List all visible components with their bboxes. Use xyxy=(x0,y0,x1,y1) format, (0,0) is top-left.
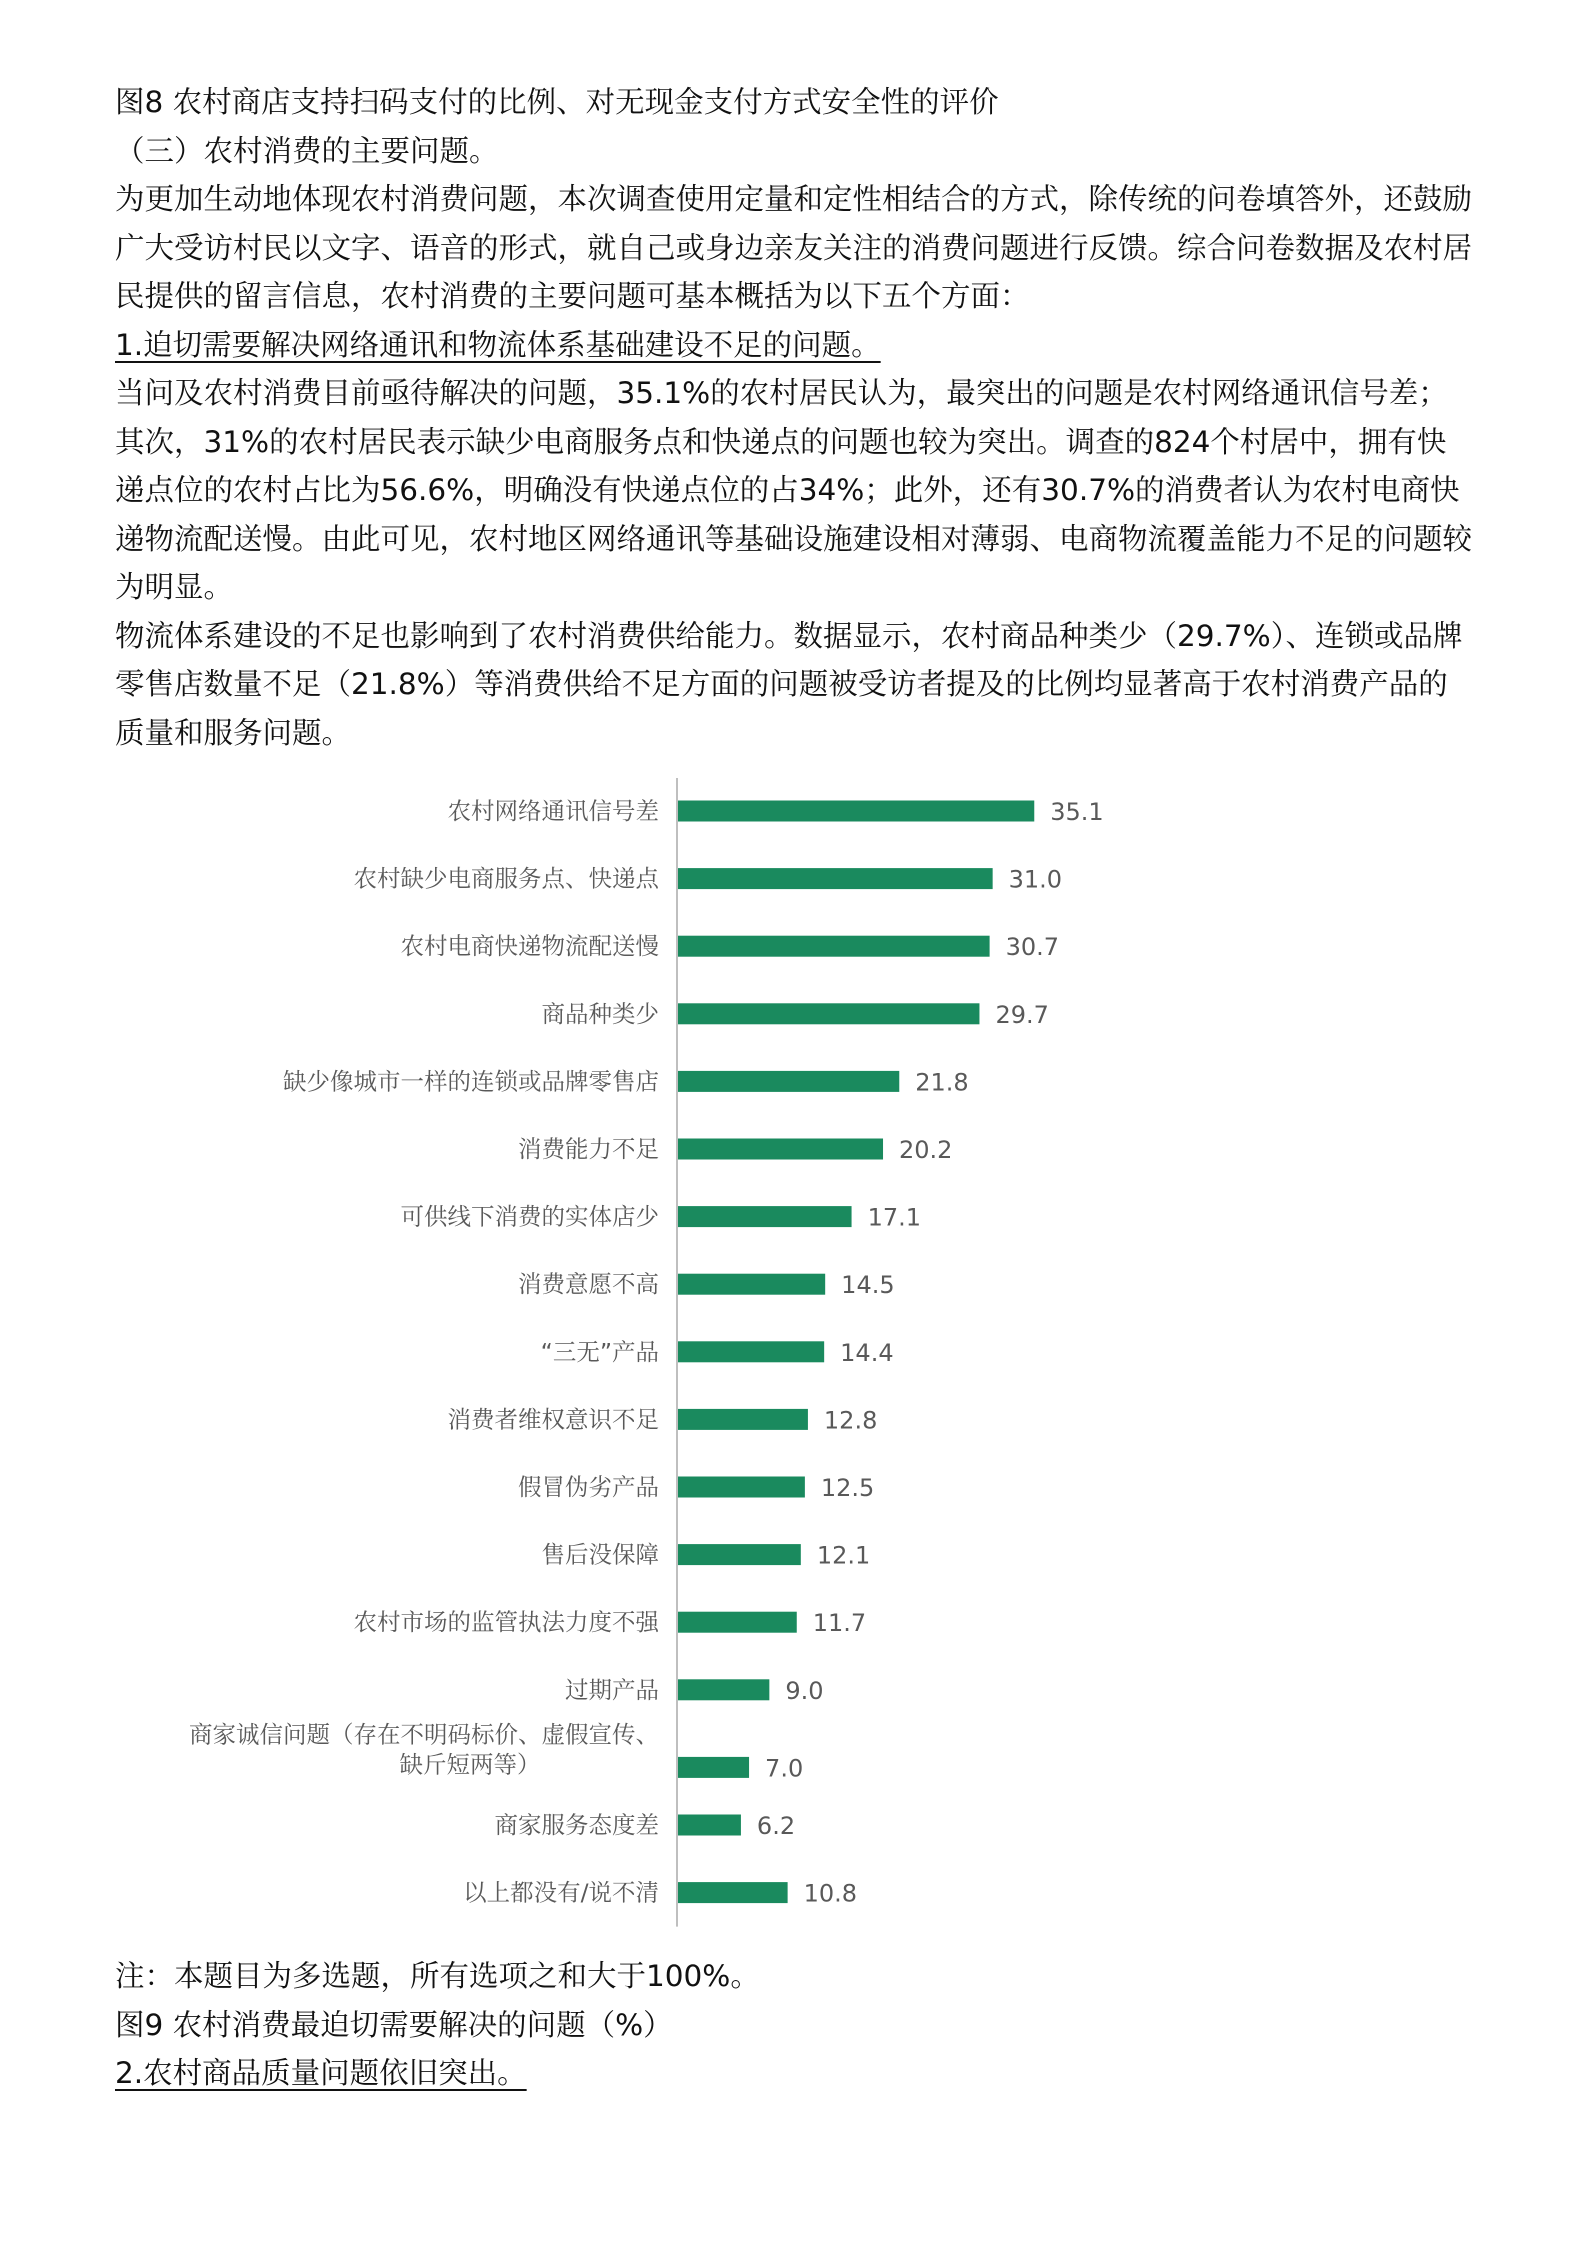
document-body xyxy=(115,78,1475,757)
category-label: 消费意愿不高 xyxy=(518,1270,659,1299)
bar xyxy=(678,936,990,957)
category-label: 可供线下消费的实体店少 xyxy=(400,1202,659,1231)
bar xyxy=(678,1274,825,1295)
value-label: 17.1 xyxy=(867,1203,922,1232)
bar xyxy=(678,1206,852,1227)
value-label: 12.1 xyxy=(816,1541,871,1570)
category-label: 假冒伪劣产品 xyxy=(518,1473,659,1501)
bar xyxy=(678,801,1034,822)
bar xyxy=(678,1003,979,1024)
bar xyxy=(678,1544,801,1565)
category-label: 农村网络通讯信号差 xyxy=(447,797,659,825)
value-label: 29.7 xyxy=(995,1000,1049,1029)
category-label: 售后没保障 xyxy=(541,1540,659,1569)
category-label: 消费能力不足 xyxy=(518,1135,659,1163)
value-label: 30.7 xyxy=(1005,933,1060,962)
value-label: 12.5 xyxy=(820,1474,875,1502)
category-label: “三无”产品 xyxy=(540,1337,659,1366)
value-label: 21.8 xyxy=(915,1068,969,1097)
category-label: 农村市场的监管执法力度不强 xyxy=(353,1608,659,1637)
item-1-paragraph-1: 当问及农村消费目前亟待解决的问题，35.1%的农村居民认为，最突出的问题是农村网络通讯信号差；其次，31%的农村居民表示缺少电商服务点和快递点的问题也较为突出。调查的824个村居中，拥有快递点位的农村占比为56.6%，明确没有快递点位的占34%；此外，还有30.7%的消费者认为农村电商快递物流配送慢。由此可见，农村地区网络通讯等基础设施建设相对薄弱、电商物流覆盖能力不足的问题较为明显。 xyxy=(115,376,1473,604)
bar xyxy=(678,1815,741,1836)
category-label: 商家服务态度差 xyxy=(494,1811,659,1839)
chart-note: 注：本题目为多选题，所有选项之和大于100%。 xyxy=(115,1959,760,1993)
bar xyxy=(678,1882,788,1903)
item-1-title: 1.迫切需要解决网络通讯和物流体系基础建设不足的问题。 xyxy=(115,327,881,362)
item-2-title: 2.农村商品质量问题依旧突出。 xyxy=(115,2056,527,2090)
after-chart-text xyxy=(115,1952,1475,2098)
bar xyxy=(678,1139,883,1160)
fig9-bar-chart xyxy=(115,770,1165,1940)
bar xyxy=(678,1477,805,1498)
item-1-paragraph-2: 物流体系建设的不足也影响到了农村消费供给能力。数据显示，农村商品种类少（29.7%）、连锁或品牌零售店数量不足（21.8%）等消费供给不足方面的问题被受访者提及的比例均显著高于农村消费产品的质量和服务问题。 xyxy=(115,618,1463,750)
intro-paragraph: 为更加生动地体现农村消费问题，本次调查使用定量和定性相结合的方式，除传统的问卷填答外，还鼓励广大受访村民以文字、语音的形式，就自己或身边亲友关注的消费问题进行反馈。综合问卷数据及农村居民提供的留言信息，农村消费的主要问题可基本概括为以下五个方面： xyxy=(115,182,1473,313)
category-label: 过期产品 xyxy=(565,1675,659,1704)
category-label: 以上都没有/说不清 xyxy=(463,1878,659,1907)
category-label: 农村电商快递物流配送慢 xyxy=(400,932,659,961)
category-label: 农村缺少电商服务点、快递点 xyxy=(353,864,659,893)
bar xyxy=(678,1071,899,1092)
value-label: 31.0 xyxy=(1008,865,1063,894)
bar xyxy=(678,868,993,889)
value-label: 6.2 xyxy=(756,1812,796,1840)
category-label: 消费者维权意识不足 xyxy=(447,1405,659,1434)
value-label: 20.2 xyxy=(899,1136,953,1164)
category-label: 商品种类少 xyxy=(541,999,659,1028)
section-3-title: （三）农村消费的主要问题。 xyxy=(115,133,499,168)
value-label: 11.7 xyxy=(812,1609,867,1638)
value-label: 12.8 xyxy=(823,1406,878,1435)
bar xyxy=(678,1409,808,1430)
bar xyxy=(678,1612,797,1633)
value-label: 9.0 xyxy=(785,1676,824,1705)
value-label: 35.1 xyxy=(1050,798,1104,826)
value-label: 10.8 xyxy=(803,1879,858,1908)
bar xyxy=(678,1679,769,1700)
value-label: 14.5 xyxy=(841,1271,895,1300)
fig9-caption: 图9 农村消费最迫切需要解决的问题（%） xyxy=(115,2007,673,2042)
category-label: 缺少像城市一样的连锁或品牌零售店 xyxy=(283,1067,659,1096)
category-label: 商家诚信问题（存在不明码标价、虚假宣传、缺斤短两等） xyxy=(189,1720,659,1779)
value-label: 7.0 xyxy=(765,1754,804,1783)
bar xyxy=(678,1757,749,1778)
value-label: 14.4 xyxy=(840,1338,894,1367)
bar xyxy=(678,1341,824,1362)
fig8-caption: 图8 农村商店支持扫码支付的比例、对无现金支付方式安全性的评价 xyxy=(115,85,999,119)
